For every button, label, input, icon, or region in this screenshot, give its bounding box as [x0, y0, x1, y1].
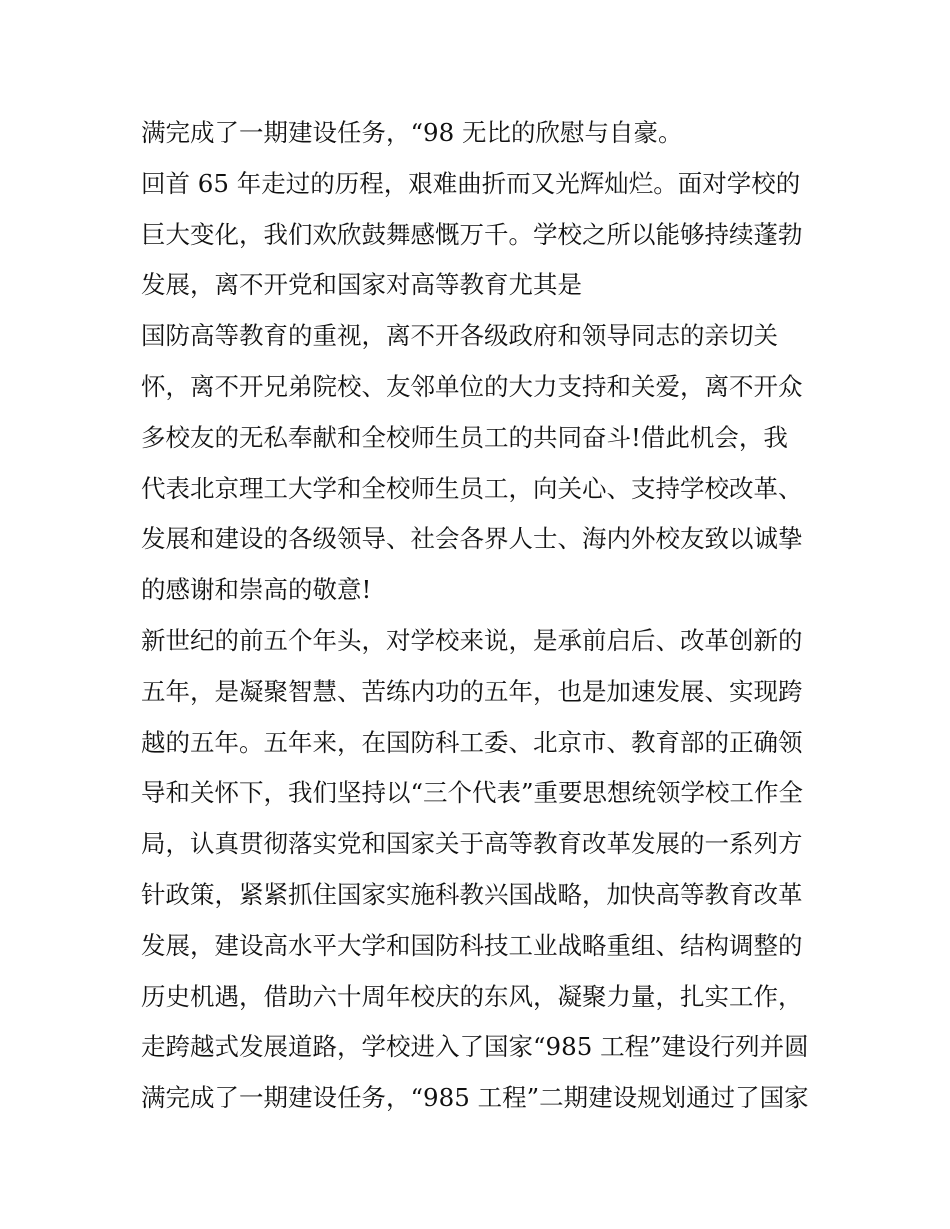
text-line: 针政策，紧紧抓住国家实施科教兴国战略，加快高等教育改革 [141, 879, 803, 909]
text-line: 发展和建设的各级领导、社会各界人士、海内外校友致以诚挚 [141, 524, 803, 554]
document-body [141, 108, 821, 1124]
text-line: 怀，离不开兄弟院校、友邻单位的大力支持和关爱，离不开众 [141, 371, 803, 401]
text-line: 走跨越式发展道路，学校进入了国家“985 工程”建设行列并圆 [141, 1032, 809, 1062]
text-line: 发展，离不开党和国家对高等教育尤其是 [141, 270, 582, 300]
text-line: 越的五年。五年来，在国防科工委、北京市、教育部的正确领 [141, 727, 803, 757]
text-line: 新世纪的前五个年头，对学校来说，是承前启后、改革创新的 [141, 625, 803, 655]
text-line: 满完成了一期建设任务，“985 工程”二期建设规划通过了国家 [141, 1083, 809, 1113]
text-line: 代表北京理工大学和全校师生员工，向关心、支持学校改革、 [141, 473, 803, 503]
text-line: 满完成了一期建设任务，“98 无比的欣慰与自豪。 [141, 118, 683, 147]
text-line: 巨大变化，我们欢欣鼓舞感慨万千。学校之所以能够持续蓬勃 [141, 219, 803, 249]
text-line: 国防高等教育的重视，离不开各级政府和领导同志的亲切关 [141, 321, 778, 351]
text-line: 历史机遇，借助六十周年校庆的东风，凝聚力量，扎实工作， [141, 981, 803, 1011]
text-line: 五年，是凝聚智慧、苦练内功的五年，也是加速发展、实现跨 [141, 676, 803, 706]
text-line: 局，认真贯彻落实党和国家关于高等教育改革发展的一系列方 [141, 829, 803, 859]
text-line: 导和关怀下，我们坚持以“三个代表”重要思想统领学校工作全 [141, 778, 804, 808]
text-line: 的感谢和崇高的敬意! [141, 575, 372, 605]
text-line: 回首 65 年走过的历程，艰难曲折而又光辉灿烂。面对学校的 [141, 168, 801, 198]
text-line: 发展，建设高水平大学和国防科技工业战略重组、结构调整的 [141, 930, 803, 960]
text-line: 多校友的无私奉献和全校师生员工的共同奋斗!借此机会，我 [141, 422, 788, 452]
